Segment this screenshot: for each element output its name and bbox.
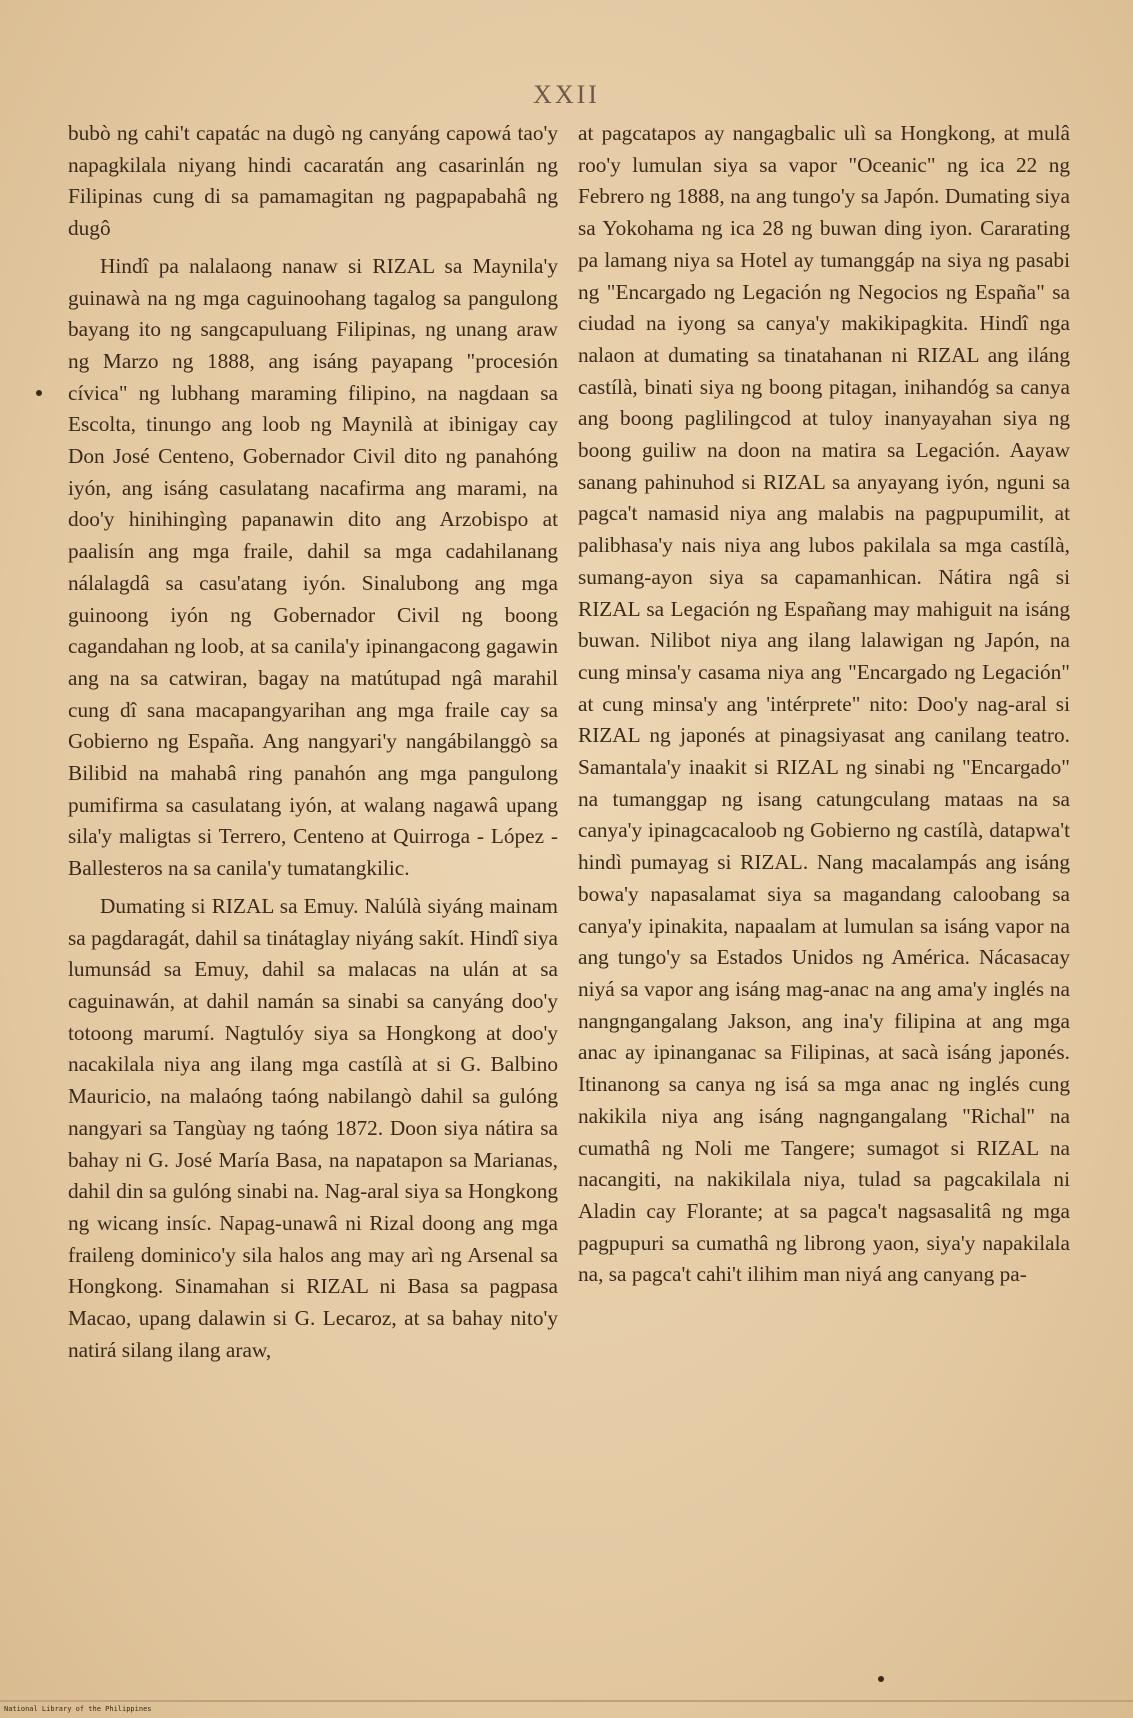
paragraph: bubò ng cahi't capatác na dugò ng canyáng capowá tao'y napagkilala niyang hindi cacaratán ang casarinlán ng Filipinas cung di sa pamamagitan ng pagpapabahâ ng dugô <box>68 121 558 241</box>
paragraph: Dumating si RIZAL sa Emuy. Nalúlà siyáng mainam sa pagdaragát, dahil sa tinátaglay niyáng sakít. Hindî siya lumunsád sa Emuy, dahil sa malacas na ulán at sa caguinawán, at dahil namán sa sinabi sa canyáng doo'y totoong marumí. Nagtulóy siya sa Hongkong at doo'y nacakilala niya ang ilang mga castílà at si G. Balbino Mauricio, na malaóng taóng nabilangò dahil sa gulóng nangyari sa Tangùay ng taóng 1872. Doon siya nátira sa bahay ni G. José María Basa, na napatapon sa Marianas, dahil din sa gulóng sinabi na. Nag-aral siya sa Hongkong ng wicang insíc. Napag-unawâ ni Rizal doong ang mga fraileng dominico'y sila halos ang may arì ng Arsenal sa Hongkong. Sinamahan si RIZAL ni Basa sa pagpasa Macao, upang dalawin si G. Lecaroz, at sa bahay nito'y natirá silang ilang araw, <box>68 893 558 1362</box>
paragraph: Hindî pa nalalaong nanaw si RIZAL sa Maynila'y guinawà na ng mga caguinoohang tagalog sa pangulong bayang ito ng sangcapuluang Filipinas, ng unang araw ng Marzo ng 1888, ang isáng payapang "procesión cívica" ng lubhang maraming filipino, na nagdaan sa Escolta, tinungo ang loob ng Maynilà at ibinigay cay Don José Centeno, Gobernador Civil dito ng panahóng iyón, ang isáng casulatang nacafirma ang marami, na doo'y hinihingìng papanawin dito ang Arzobispo at paalisín ang mga fraile, dahil sa mga cadahilanang nálalagdâ sa casu'atang iyón. Sinalubong ang mga guinoong iyón ng Gobernador Civil ng boong cagandahan ng loob, at sa canila'y ipinangacong gagawin ang na sa catwiran, bagay na matútupad ngâ marahil cung dî sana macapangyarihan ang mga fraile cay sa Gobierno ng España. Ang nangyari'y nangábilanggò sa Bilibid na mahabâ ring panahón ang mga pangulong pumifirma sa casulatang iyón, at walang nagawâ upang sila'y maligtas si Terrero, Centeno at Quirroga - López - Ballesteros na sa canila'y tumatangkilic. <box>68 253 558 881</box>
footer-divider <box>0 1700 1133 1702</box>
page-number: XXII <box>533 80 600 109</box>
ink-spot <box>878 1676 884 1682</box>
footer-credit: National Library of the Philippines <box>4 1705 152 1713</box>
right-column <box>578 118 1070 1291</box>
ink-spot <box>36 390 42 396</box>
paragraph: at pagcatapos ay nangagbalic ulì sa Hongkong, at mulâ roo'y lumulan siya sa vapor "Oceanic" ng ica 22 ng Febrero ng 1888, na ang tungo'y sa Japón. Dumating siya sa Yokohama ng ica 28 ng buwan ding iyon. Cararating pa lamang niya sa Hotel ay tumanggáp na siya ng pasabi ng "Encargado ng Legación ng Negocios ng España" sa ciudad na iyong sa canya'y makikipagkita. Hindî nga nalaon at dumating sa tinatahanan ni RIZAL ang iláng castílà, binati siya ng boong pitagan, inihandóg sa canya ang boong paglilingcod at tuloy inanyayahan siya ng boong guiliw na doon na matira sa Legación. Aayaw sanang pahinuhod si RIZAL sa anyayang iyón, nguni sa pagca't namasid niya ang malabis na pagpupumilit, at palibhasa'y nais niya ang lubos pakilala sa mga castílà, sumang-ayon siya sa capamanhican. Nátira ngâ si RIZAL sa Legación ng Españang may mahiguit na isáng buwan. Nilibot niya ang ilang lalawigan ng Japón, na cung minsa'y casama niya ang "Encargado ng Legación" at cung minsa'y ang 'intérprete" nito: Doo'y nag-aral si RIZAL ng japonés at pinagsiyasat ang canilang teatro. Samantala'y inaakit si RIZAL ng sinabi ng "Encargado" na tumanggap ng isang catungculang mataas na sa canya'y ipinagcacaloob ng Gobierno ng castílà, datapwa't hindì pumayag si RIZAL. Nang macalampás ang isáng bowa'y napasalamat siya sa magandang caloobang sa canya'y ipinakita, napaalam at lumulan sa isáng vapor na ang tungo'y sa Estados Unidos ng América. Nácasacay niyá sa vapor ang isáng mag-anac na ang ama'y inglés na nangngangalang Jakson, ang ina'y filipina at ang mga anac ay ipinanganac sa Filipinas, at sacà isáng japonés. Itinanong sa canya ng isá sa mga anac ng inglés cung nakikila niya ang isáng nagngangalang "Richal" na cumathâ ng Noli me Tangere; sumagot si RIZAL na nacangiti, na nakikilala niya, tulad sa pagcakilala ni Aladin cay Florante; at sa pagca't nagsasalitâ ng mga pagpupuri sa cumathâ ng librong yaon, siya'y napakilala na, sa pagca't cahi't ilihim man niyá ang canyang pa- <box>578 121 1070 1287</box>
left-column <box>68 118 558 1366</box>
